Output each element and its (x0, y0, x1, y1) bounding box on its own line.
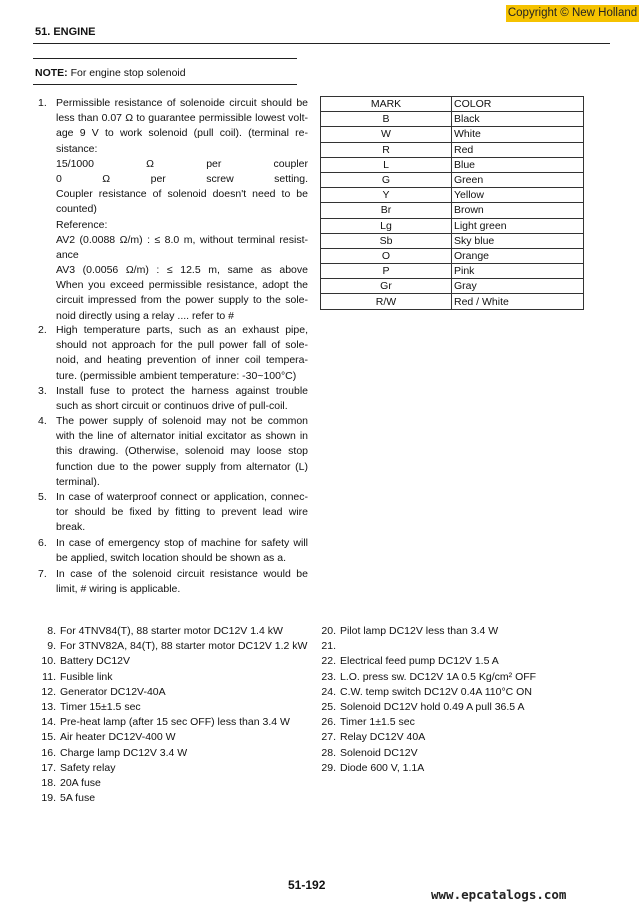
note-text: For engine stop solenoid (67, 67, 186, 79)
color-table-row (321, 264, 584, 279)
part-item (318, 761, 536, 776)
color-table-row (321, 172, 584, 187)
note-item-text (56, 414, 308, 490)
part-description: L.O. press sw. DC12V 1A 0.5 Kg/cm² OFF (340, 670, 537, 683)
note-line: noid directly using a relay .... refer to # (56, 309, 235, 322)
part-number: 17. (41, 761, 56, 774)
mark-header: MARK (321, 97, 452, 112)
color-cell: Pink (452, 264, 584, 279)
part-item (38, 776, 307, 791)
part-item (38, 700, 307, 715)
color-table-row (321, 142, 584, 157)
part-description: Pilot lamp DC12V less than 3.4 W (340, 625, 499, 637)
part-item (38, 791, 307, 806)
part-number: 24. (321, 685, 336, 698)
part-number: 18. (41, 776, 56, 789)
mark-cell: G (321, 172, 452, 187)
part-description: Pre-heat lamp (after 15 sec OFF) less than 3.4 W (60, 716, 290, 729)
note-line: 0 Ω per screw setting. (56, 172, 308, 185)
header-rule (33, 43, 610, 44)
note-item-text (56, 384, 308, 414)
note-line: break. (56, 521, 86, 534)
note-line: circuit impressed from the power supply to the sole- (56, 294, 308, 307)
part-number: 12. (41, 685, 56, 698)
part-number: 22. (321, 655, 336, 668)
section-title: 51. ENGINE (35, 26, 96, 38)
color-table-row (321, 157, 584, 172)
mark-cell: O (321, 248, 452, 263)
mark-cell: W (321, 127, 452, 142)
watermark: www.epcatalogs.com (431, 887, 567, 902)
part-description: Safety relay (60, 761, 116, 774)
part-description: Generator DC12V-40A (60, 685, 166, 698)
note-top-rule (33, 58, 297, 59)
note-line: less than 0.07 Ω to guarantee permissible lowest volt- (56, 112, 308, 125)
part-number: 29. (321, 761, 336, 774)
part-number: 20. (321, 625, 336, 637)
note-item-text (56, 567, 308, 597)
color-header: COLOR (452, 97, 584, 112)
mark-cell: Br (321, 203, 452, 218)
part-description: Charge lamp DC12V 3.4 W (60, 746, 188, 759)
note-bottom-rule (33, 84, 297, 85)
color-table-row (321, 294, 584, 309)
part-item (318, 685, 536, 700)
color-cell: Blue (452, 157, 584, 172)
note-label: NOTE: (35, 67, 68, 79)
part-number: 15. (41, 731, 56, 744)
note-line: terminal). (56, 475, 100, 488)
part-item (38, 624, 307, 639)
part-description: 20A fuse (60, 776, 101, 789)
note-heading (35, 67, 186, 79)
note-item-number: 7. (38, 568, 47, 580)
note-line: function due to the power supply from alternator (L) (56, 460, 308, 473)
part-description: 5A fuse (60, 792, 96, 805)
color-cell: Orange (452, 248, 584, 263)
part-description: For 3TNV82A, 84(T), 88 starter motor DC12V 1.2 kW (60, 640, 308, 653)
color-cell: White (452, 127, 584, 142)
color-cell: Gray (452, 279, 584, 294)
part-item (38, 730, 307, 745)
part-item (318, 730, 536, 745)
part-description: Diode 600 V, 1.1A (340, 761, 425, 774)
color-table-row (321, 218, 584, 233)
part-number: 25. (321, 700, 336, 713)
parts-list-left (38, 624, 307, 806)
color-cell: Sky blue (452, 233, 584, 248)
color-cell: Black (452, 112, 584, 127)
note-line: Install fuse to protect the harness against trouble (56, 385, 308, 397)
note-line: this drawing. (Otherwise, solenoid may loose stop (56, 445, 308, 458)
note-line: be applied, switch location should be shown as a. (56, 552, 286, 565)
color-table-row (321, 127, 584, 142)
part-item (318, 670, 536, 685)
part-number: 13. (41, 700, 56, 713)
mark-cell: B (321, 112, 452, 127)
note-item-number: 6. (38, 537, 47, 549)
note-line: In case of emergency stop of machine for safety will (56, 537, 308, 549)
note-line: ture. (permissible ambient temperature: -30~100°C) (56, 369, 297, 382)
color-code-table (320, 96, 584, 310)
color-cell: Green (452, 172, 584, 187)
note-item-text (56, 536, 308, 566)
part-item (318, 639, 536, 654)
note-line: AV3 (0.0056 Ω/m) : ≤ 12.5 m, same as above (56, 264, 308, 277)
note-line: ance (56, 248, 79, 261)
note-line: When you exceed permissible resistance, adopt the (56, 279, 308, 292)
part-item (38, 670, 307, 685)
part-description: Timer 1±1.5 sec (340, 716, 415, 729)
part-number: 14. (41, 716, 56, 729)
note-item-number: 3. (38, 385, 47, 397)
part-number: 8. (47, 625, 56, 637)
part-number: 10. (41, 655, 56, 668)
mark-cell: Gr (321, 279, 452, 294)
part-number: 9. (47, 640, 56, 653)
part-item (318, 715, 536, 730)
note-line: noid, and heating prevention of inner coil tempera- (56, 354, 308, 367)
mark-cell: Sb (321, 233, 452, 248)
part-description: Electrical feed pump DC12V 1.5 A (340, 655, 499, 668)
part-item (318, 746, 536, 761)
mark-cell: Y (321, 188, 452, 203)
part-item (38, 746, 307, 761)
part-description: Battery DC12V (60, 655, 131, 668)
color-cell: Brown (452, 203, 584, 218)
color-cell: Red / White (452, 294, 584, 309)
color-table-row (321, 203, 584, 218)
note-line: 15/1000 Ω per coupler (56, 157, 308, 170)
note-line: AV2 (0.0088 Ω/m) : ≤ 8.0 m, without terminal resist- (56, 233, 308, 246)
part-item (318, 700, 536, 715)
copyright-badge: Copyright © New Holland (506, 5, 639, 22)
color-table-row (321, 248, 584, 263)
note-line: tor should be fixed by fitting to prevent lead wire (56, 506, 308, 519)
part-item (318, 624, 536, 639)
part-number: 27. (321, 731, 336, 744)
part-description: C.W. temp switch DC12V 0.4A 110°C ON (340, 685, 532, 698)
note-item-text (56, 323, 308, 384)
part-number: 16. (41, 746, 56, 759)
note-line: with the line of alternator initial excitator as shown in (56, 430, 308, 443)
part-description: Air heater DC12V-400 W (60, 731, 176, 744)
part-number: 21. (321, 640, 336, 653)
color-cell: Red (452, 142, 584, 157)
note-item-number: 1. (38, 97, 47, 109)
color-cell: Light green (452, 218, 584, 233)
mark-cell: P (321, 264, 452, 279)
part-description: For 4TNV84(T), 88 starter motor DC12V 1.4 kW (60, 625, 283, 637)
part-description: Solenoid DC12V hold 0.49 A pull 36.5 A (340, 700, 525, 713)
note-line: Reference: (56, 218, 108, 231)
part-number: 26. (321, 716, 336, 729)
mark-cell: R/W (321, 294, 452, 309)
note-line: sistance: (56, 142, 98, 155)
color-table-header-row (321, 97, 584, 112)
note-item-text (56, 490, 308, 536)
note-line: The power supply of solenoid may not be common (56, 415, 308, 427)
note-line: limit, # wiring is applicable. (56, 583, 181, 596)
part-description: Fusible link (60, 670, 113, 683)
color-table-row (321, 112, 584, 127)
note-line: Permissible resistance of solenoide circuit should be (56, 97, 308, 109)
part-description: Solenoid DC12V (340, 746, 418, 759)
part-item (318, 654, 536, 669)
part-item (38, 639, 307, 654)
part-number: 28. (321, 746, 336, 759)
parts-list-right (318, 624, 536, 776)
part-description: Timer 15±1.5 sec (60, 700, 141, 713)
mark-cell: L (321, 157, 452, 172)
part-number: 23. (321, 670, 336, 683)
note-line: counted) (56, 203, 97, 216)
color-table-row (321, 279, 584, 294)
mark-cell: Lg (321, 218, 452, 233)
color-table-row (321, 188, 584, 203)
note-line: In case of waterproof connect or application, connec- (56, 491, 308, 503)
part-item (38, 761, 307, 776)
note-line: should not approach for the pull power fall of sole- (56, 339, 308, 352)
note-line: such as short circuit or continuos drive of pull-coil. (56, 400, 288, 413)
note-line: Coupler resistance of solenoid doesn't need to be (56, 188, 308, 201)
part-number: 19. (41, 792, 56, 805)
note-item-number: 2. (38, 324, 47, 336)
color-cell: Yellow (452, 188, 584, 203)
note-item-number: 5. (38, 491, 47, 503)
note-line: High temperature parts, such as an exhaust pipe, (56, 324, 308, 336)
part-item (38, 715, 307, 730)
mark-cell: R (321, 142, 452, 157)
part-item (38, 685, 307, 700)
part-item (38, 654, 307, 669)
note-line: age 9 V to work solenoid (pull coil). (terminal re- (56, 127, 308, 140)
note-item-number: 4. (38, 415, 47, 427)
part-description: Relay DC12V 40A (340, 731, 426, 744)
part-number: 11. (42, 670, 56, 683)
note-line: In case of the solenoid circuit resistance would be (56, 568, 308, 580)
page-number: 51-192 (288, 878, 326, 892)
color-table-row (321, 233, 584, 248)
note-item-text (56, 96, 308, 324)
